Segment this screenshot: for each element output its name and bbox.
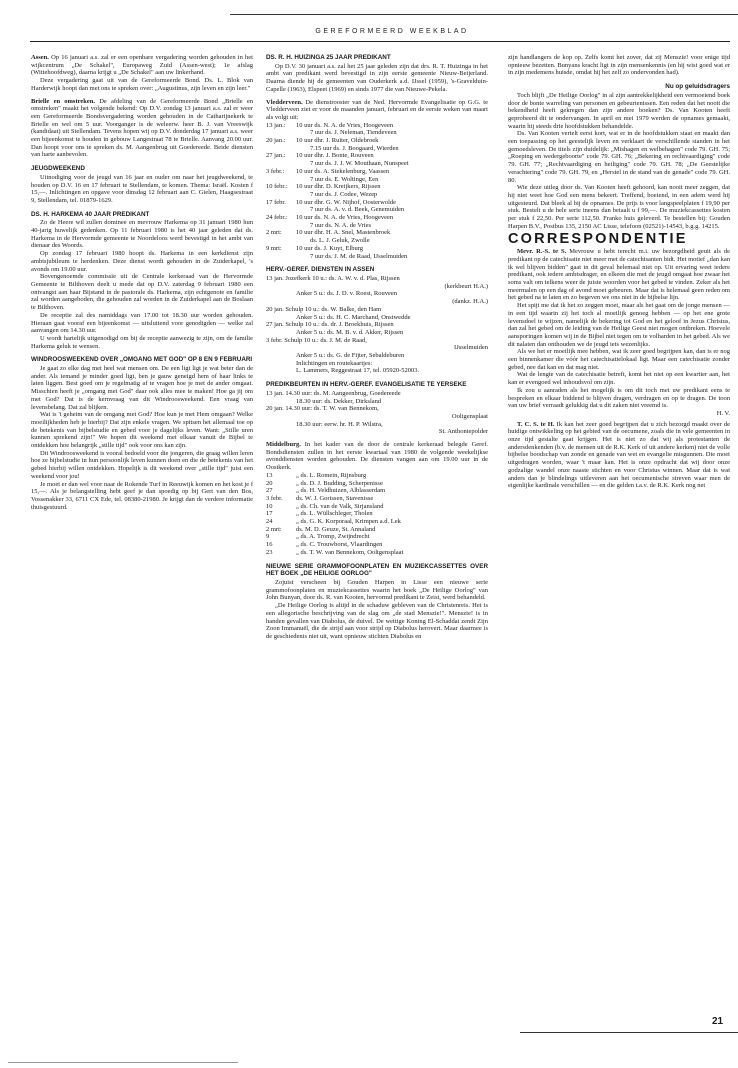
letter-tcs: T. C. S. te H. Ik kan het zeer goed begrijpen dat u zich bezorgd maakt over de huidige ontwikkeling op het gebied van de oecumene, zoals die in vele gemeenten in onze tijd gestalte gaat krijgen. Het is niet zo dat wij als protestanten de andersdenkenden (b.v. de mensen uit de R.K. Kerk of uit andere kerken) niet de volle bijbelse boodschap van zonde en genade van wet en evangelie misgunnen. Die moet uitgedragen worden, waar 't maar kan. Het is onze opdracht dat wij door onze godzalige wandel onze naaste stichten en voor Christus winnen. Maar dat is wat anders dan je blindelings uitleveren aan het oecumenische streven waar men de eigenlijke kardinale verschillen — en die gelden t.a.v. de R.K. Kerk nog net	[508, 420, 730, 490]
schedule-row	[266, 253, 488, 261]
schedule-row	[266, 503, 488, 511]
schedule-row	[266, 176, 488, 184]
paragraph: Wat is 't geheim van de omgang met God? Hoe kun je met Hem omgaan? Welke moeilijkheden heb je hierbij? Dat zijn enkele vragen. We spitsen het allemaal toe op de betekenis van bijbelstudie en gebed voor je dagelijks leven. Want: „Stille uren kunnen sprekend zijn!" We hopen dit weekend met elkaar vanuit de Bijbel te ontdekken hoe belangrijk „stille tijd" ook voor ons kan zijn.	[31, 411, 253, 450]
schedule-date: 13	[266, 471, 273, 479]
masthead: GEREFORMEERD WEEKBLAD	[315, 28, 469, 35]
bottom-rule	[520, 1032, 738, 1033]
paragraph: Je gaat zo elke dag met heel wat mensen om. De een ligt ligt je wat beter dan de ander. Als iemand je minder goed ligt, ben je gauw geneigd hem of haar links te laten liggen. Best goed om je regelmatig af te vragen hoe je met de ander omgaat. Misschien heeft je „omgang met God" daar ook alles mee te maken! Hoe ga jij om met God? Dat is de kernvraag van dit Windroosweekend. Een vraag van levensbelang. Dat zal blijken.	[31, 365, 253, 411]
heading-grammofoon: NIEUWE SERIE GRAMMOFOONPLATEN EN MUZIEKCASSETTES OVER HET BOEK „DE HEILIGE OORLOG"	[266, 562, 488, 578]
heading-jeugdweekend: JEUGDWEEKEND	[31, 165, 85, 173]
paragraph: Zo de Heere wil zullen dominee en mevrouw Harkema op 31 januari 1980 hun 40-jarig huwelijk gedenken. Op 11 februari 1980 is het 40 jaar geleden dat ds. Harkema in de Hervormde gemeente te Noordeloos werd bevestigd in het ambt van dienaar des Woords.	[31, 219, 253, 250]
column-2	[266, 54, 488, 641]
schedule-row	[266, 229, 488, 237]
paragraph: zijn handlangers de kop op. Zelfs komt het zover, dat zij Menszie! voor enige tijd opnieuw bezetten. Bunyans kracht ligt in zijn mensenkennis (en hij wist goed wat er in zijn medemens huisde, omdat hij het zelf zo ondervonden had).	[508, 54, 730, 77]
schedule-text: 7 uur ds. E. Woltinge, Een	[310, 175, 379, 183]
schedule-line: 3 febr. Schulp 10 u.: ds. J. M. de Raad,	[266, 336, 367, 344]
schedule-text: „ ds. T. W. van Bennekom, Ooltgensplaat	[296, 548, 404, 556]
schedule-text: 10 uur dhr. J. Ruiter, Oldebroek	[296, 137, 379, 145]
paragraph: Als we het er moeilijk mee hebben, wat ik zeer goed begrijpen kan, dan is er nog een binnenkamer die vóór het catechisatielokaal ligt. Maar een catechisatie zonder gebed, nee dat kan en dat mag niet.	[508, 348, 730, 371]
schedule-text: 7 uur ds. J. J. W. Mouthaan, Nunspeet	[310, 160, 409, 168]
schedule-line: Inlichtingen en routekaartjes:	[296, 359, 373, 367]
heading-geluidsdragers: Nu op geluidsdragers	[665, 83, 730, 91]
schedule-text: 10 uur dhr. J. Bonte, Rouveen	[296, 152, 374, 160]
schedule-line: (dankz. H.A.)	[452, 298, 488, 306]
schedule-text: „ ds. G. K. Korporaal, Krimpen a.d. Lek	[296, 518, 401, 526]
schedule-row	[266, 206, 488, 214]
schedule-date: 27 jan.:	[266, 152, 286, 160]
paragraph: Ik zou u aanraden als het mogelijk is om dit toch met uw predikant eens te bespreken en elkaar biddend te blijven dragen, verdragen en op te dragen. De toon van uw brief verraadt gelukkig dat u dit zaken niet vreemd is.	[508, 386, 730, 410]
schedule-date	[266, 176, 296, 184]
schedule-text: 10 uur dhr. G. W. Nijhof, Oosterwolde	[296, 198, 397, 206]
schedule-date: 13 jan.:	[266, 121, 286, 129]
paragraph: U wordt hartelijk uitgenodigd om bij de receptie aanwezig te zijn, om de familie Harkema geluk te wensen.	[31, 334, 253, 350]
schedule-row	[266, 480, 488, 488]
schedule-text: 7 uur ds. J. M. de Raad, IJsselmuiden	[310, 252, 408, 260]
schedule-date: 16	[266, 541, 273, 549]
top-rule	[230, 14, 738, 15]
schedule-row	[266, 533, 488, 541]
schedule-line: Anker 5 u.: ds. G. de Fijter, Sebaldeburen	[296, 352, 405, 360]
schedule-date	[266, 206, 296, 214]
schedule-line: Anker 5 u.: ds. J. D. v. Roest, Rouveen	[296, 290, 398, 298]
schedule-row	[266, 518, 488, 526]
schedule-date: 3 febr.:	[266, 167, 285, 175]
schedule-line: 18.30 uur: eerw. hr. H. P. Wilstra,	[296, 420, 383, 428]
schedule-date: 17 febr.	[266, 198, 286, 206]
schedule-date: 10	[266, 502, 273, 510]
paragraph: Bovengenoemde commissie uit de Centrale kerkeraad van de Hervormde Gemeente te Bilthoven deelt u mede dat op D.V. zaterdag 9 februari 1980 een ontvangst aan haar Bijstand in de pastorale ds. Harkema, zijn echtgenote en familie zal worden aangeboden, die gehouden zal worden in de Zuiderkapel aan de Boslaan te Bilthoven.	[31, 273, 253, 312]
schedule-line: 13 jan. Jozefkerk 10 u.: ds. A. W. v. d. Plas, Rijssen	[266, 274, 400, 282]
schedule-date: 23	[266, 548, 273, 556]
paragraph: Uitnodiging voor de jeugd van 16 jaar en ouder om naar het jeugdweekend, te houden op D.V. 16 en 17 februari te Stellendam, te komen. Thema: Israël. Kosten f 15,—. Inlichtingen en opgave voor dinsdag 12 februari aan C. Gielen, Haagsestraat 9, Stellendam, tel. 01879-1629.	[31, 173, 253, 204]
schedule-text: „ ds. A. Tromp, Zwijndrecht	[296, 533, 370, 541]
schedule-row	[266, 122, 488, 130]
schedule-date: 9 mrt:	[266, 244, 282, 252]
schedule-text: 7 uur ds. N. A. de Vries	[310, 221, 372, 229]
paragraph: De receptie zal des namiddags van 17.00 tot 18.30 uur worden gehouden. Hieraan gaat vooraf een bijeenkomst — uitsluitend voor genodigden — welke zal aanvangen om 14.30 uur.	[31, 311, 253, 335]
paragraph: Op zondag 17 februari 1980 hoopt ds. Harkema in een kerkdienst zijn ambtsjubileum te herdenken. Deze dienst wordt gehouden in de Zuiderkapel, 's avonds om 19.00 uur.	[31, 250, 253, 273]
schedule-row	[266, 549, 488, 557]
schedule-row	[266, 129, 488, 137]
schedule-text: 10 uur ds. N. A. de Vries, Hoogeveen	[296, 121, 394, 129]
schedule-row	[266, 199, 488, 207]
schedule-line: (kerkbeurt H.A.)	[444, 282, 488, 290]
schedule-text: 7 uur ds. J. Codee, Wezep	[310, 190, 378, 198]
schedule-text: „ ds. L. Romein, Rijnsburg	[296, 471, 367, 479]
schedule-date	[266, 237, 296, 245]
schedule-text: „ ds. C. Trouwborst, Vlaardingen	[296, 541, 383, 549]
scan-edge-rule	[8, 1062, 238, 1063]
schedule-row	[266, 472, 488, 480]
schedule-text: „ ds. D. J. Budding, Scherpenisse	[296, 479, 383, 487]
schedule-date	[266, 160, 296, 168]
schedule-text: 10 uur ds. A. Stekelenburg, Vaassen	[296, 167, 390, 175]
paragraph: Je moet er dan wel voor naar de Rokende Turf in Reeuwijk komen en het kost je f 15,—. Als je belangstelling hebt geef je dan spoedig op bij Gert van den Bos, Vossenakker 33, 6711 CX Ede, tel. 08380-21980. Je krijgt dan de verdere informatie thuisgestuurd.	[31, 480, 253, 511]
schedule-line: 18.30 uur: ds. Dekker, Dirksland	[296, 397, 382, 405]
schedule-line: 20 jan. Schulp 10 u.: ds. W. Balke, den Ham	[266, 305, 382, 313]
schedule-text: 10 uur ds. J. Kuyt, Elburg	[296, 244, 364, 252]
schedule-line: Ooltgensplaat	[451, 412, 488, 420]
schedule-row	[266, 183, 488, 191]
schedule-text: ds. L. J. Geluk, Zwolle	[310, 237, 370, 245]
header-rule	[30, 41, 730, 42]
column-3	[508, 54, 730, 490]
schedule-date	[266, 191, 296, 199]
schedule-row	[266, 245, 488, 253]
paragraph: Zojuist verscheen bij Gouden Harpen in Lisse een nieuwe serie grammofoonplaten en muziekcassettes waarin het boek „De Heilige Oorlog" van John Bunyan, door ds. R. van Kooten, hervormd predikant te Zeist, werd behandeld.	[266, 579, 488, 602]
schedule-date: 24	[266, 518, 273, 526]
schedule-line: 13 jan. 14.30 uur: ds. M. Aangeenbrug, Goedereede	[266, 389, 401, 397]
schedule-date: 20	[266, 479, 273, 487]
schedule-text: „ ds. L. Wüllschleger, Tholen	[296, 510, 373, 518]
schedule-date	[266, 129, 296, 137]
schedule-row	[266, 152, 488, 160]
letter-mevr: Mevr. R.-S. te S. Mevrouw u hebt terecht m.i. uw bezorgdheid geuit als de predikant op de catechisatie niet meer met de catechisanten bidt. Het motief „dan kan ik wel blijven bidden" gaat in dit geval helemaal niet op. Uit ervaring weet iedere predikant, ook iedere ambtsdrager, en elkeen die met de jeugd omgaat hoe zwaar het soms valt om telkens weer de juiste woorden voor het gebed te vinden. Zeker als het meermalen op een dag of avond moet gebeuren. Maar dat is helemaal geen reden om het gebed na te laten en zo begeven we ons niet in de bijbelse lijn.	[508, 248, 731, 302]
schedule-row	[266, 487, 488, 495]
paragraph: Op D.V. 30 januari a.s. zal het 25 jaar geleden zijn dat drs. R. T. Huizinga in het ambt van predikant werd bevestigd in zijn eerste gemeente Nieuw-Beijerland. Daarna diende hij de gemeenten van Ouderkerk a.d. IJssel (1959), 's-Gravelduin-Capelle (1963), Elspeet (1969) en sinds 1977 die van Nieuwe-Pekela.	[266, 62, 488, 93]
paragraph: Wat de lengte van de catechisatie betreft, komt het niet op een kwartier aan, het kan er evengoed wel inhoudsvol om zijn.	[508, 371, 730, 387]
schedule-date	[266, 222, 296, 230]
schedule-row	[266, 526, 488, 534]
schedule-date	[266, 253, 296, 261]
schedule-date: 3 febr.	[266, 494, 283, 502]
schedule-line: IJsselmuiden	[454, 344, 488, 352]
heading-correspondentie: CORRESPONDENTIE	[508, 231, 688, 248]
article-brielle: Brielle en omstreken. De afdeling van de Gereformeerde Bond „Brielle en omstreken" maakt het volgende bekend: Op D.V. zondag 13 januari a.s. zal er weer een Gereformeerde Bondsvergadering worden gehouden in de Catharijnekerk te Brielle en wel om 5 uur. Voorganger is de weleerw. heer B. J. van Vreeswijk (kandidaat) uit Stellendam. Tevens hopen wij op D.V. donderdag 17 januari a.s. weer een bijeenkomst te houden in gebouw Langestraat 78 te Brielle. Aanvang 20.00 uur. Dan hoopt voor ons te spreken ds. M. Aangenbrug uit Goedereede. Beide diensten van harte aanbevolen.	[31, 97, 253, 159]
schedule-text: 10 uur ds. N. A. de Vries, Hoogeveen	[296, 214, 394, 222]
schedule-text: „ ds. Ch. van de Valk, Sirjansland	[296, 502, 384, 510]
schedule-text: 10 uur dhr. D. Kreijkers, Rijssen	[296, 183, 381, 191]
paragraph: Toch blijft „De Heilige Oorlog" in al zijn aantrekkelijkheid een vermoeiend boek door de bonte warreling van personen en gebeurtenissen. Een reden dat het nooit die bekendheid heeft gekregen dan zijn andere boeken? Ds. Van Kooten heeft geprobeerd dit te ondervangen. In april en mei 1979 werden de opnames gemaakt, waarin hij steeds drie hoofdstukken behandelde.	[508, 91, 730, 130]
schedule-date: 10 febr.:	[266, 183, 288, 191]
schedule-text: 7 uur ds. A. v. d. Beek, Genemuiden	[310, 206, 405, 214]
schedule-date: 2 mrt:	[266, 525, 282, 533]
schedule-text: „ ds. H. Veldhuizen, Alblasserdam	[296, 487, 386, 495]
schedule-date: 17	[266, 510, 273, 518]
schedule-row	[266, 137, 488, 145]
schedule-row	[266, 191, 488, 199]
paragraph: Het spijt me dat ik het zo zeggen moet, maar als het gaat om de jonge mensen — in een tijd waarin zij het toch al moeilijk genoeg hebben — op het ene grote levensdoel te wijzen, namelijk de bekering tot God en het geloof in Jezus Christus, dan zal het gebed om de leiding van de Heilige Geest niet mogen ontbreken. Hoevele aansporingen komen wij in de Bijbel niet tegen om te volharden in het gebed. Als we dit nalaten dan onthouden we de jeugd iets wezenlijks.	[508, 302, 730, 348]
column-1	[31, 54, 253, 511]
heading-huizinga: DS. R. H. HUIZINGA 25 JAAR PREDIKANT	[266, 54, 391, 61]
middelburg-schedule	[266, 472, 488, 557]
schedule-row	[266, 510, 488, 518]
schedule-date: 24 febr.:	[266, 214, 288, 222]
schedule-row	[266, 168, 488, 176]
schedule-line: 20 jan. 14.30 uur: ds. T. W. van Bennekom,	[266, 405, 379, 413]
heading-yerseke: PREDIKBEURTEN IN HERV.-GEREF. EVANGELISATIE TE YERSEKE	[266, 381, 467, 389]
signature: H. V.	[716, 409, 730, 417]
schedule-row	[266, 214, 488, 222]
schedule-date: 27	[266, 487, 273, 495]
schedule-line: St. Anthoniepolder	[438, 428, 488, 436]
paragraph: „De Heilige Oorlog is altijd in de schaduw gebleven van de Christenreis. Het is een allegorische beschrijving van de slag om „de stad Menszie!". Menszie! is in handen gevallen van Diabolus, de duivel. De wettige Koning El-Schaddai zendt Zijn Zoon Immanuël, die de strijd aan voor strijd op Diabolus herovert. Maar daarmee is de geschiedenis niet uit, want opnieuw stichten Diabolus en	[266, 602, 488, 640]
schedule-text: ds. W. J. Gorissen, Stavenisse	[296, 494, 374, 502]
heading-assen-diensten: HERV.-GEREF. DIENSTEN IN ASSEN	[266, 266, 375, 274]
schedule-date	[266, 145, 296, 153]
schedule-row	[266, 160, 488, 168]
paragraph: Ds. Van Kooten vertelt eerst kort, wat er in de hoofdstukken staat en maakt dan een toepassing op het geestelijk leven en verklaart de verschillende standen in het gemoedsleven. De titels zijn duidelijk: „Mishagen en welbehagen" code 79. GH. 75; „Roeping en wedergeboorte" code 79. GH. 76; „Bekering en rechtvaardiging" code 79. GH. 77; „Rechtvaardiging en heiliging" code 79. GH. 78; „De Geestelijke verachtering" code 79. GH. 79, en „Herstel in de stand van de genade" code 79. GH. 80.	[508, 130, 730, 184]
schedule-row	[266, 222, 488, 230]
heading-windroos: WINDROOSWEEKEND OVER „OMGANG MET GOD" OP 8 EN 9 FEBRUARI	[31, 356, 253, 364]
schedule-date: 2 mrt:	[266, 229, 282, 237]
schedule-row	[266, 237, 488, 245]
schedule-row	[266, 541, 488, 549]
schedule-date: 9	[266, 533, 270, 541]
schedule-line: Anker 5 u.: ds. H. C. Marchand, Onstwedde	[296, 313, 411, 321]
page-number: 21	[712, 1016, 724, 1027]
paragraph: Wie deze uitleg door ds. Van Kooten heeft gehoord, kan nooit meer zeggen, dat hij niet weet hoe God een mens bekeert. Treffend, boeiend, in een adem werd hij uitgesteurd. Dat bleek al bij de opnames. De prijs is voor langspeelplaten f 19,90 per stuk. Bestelt u de hele serie ineens dan betaalt u f 99,—. De muziekcassettes kosten per stuk f 22,50. Per serie 112,50. Franko huis geleverd. Te bestellen bij: Gouden Harpen B.V., Postbus 135, 2150 AC Lisse, telefoon (02521)-14543, b.g.g. 14215.	[508, 184, 730, 230]
schedule-line: L. Lammers, Reggestraat 17, tel. 05920-52003.	[296, 367, 420, 375]
heading-harkema: DS. H. HARKEMA 40 JAAR PREDIKANT	[31, 210, 150, 218]
schedule-text: 7 uur ds. J. Neleman, Tiendeveen	[310, 129, 397, 137]
schedule-text: 10 uur dhr. H. A. Snel, Mastenbroek	[296, 229, 391, 237]
schedule-line: Anker 5 u.: ds. M. B. v. d. Akker, Rijssen	[296, 328, 404, 336]
article-middelburg: Middelburg. In het kader van de door de centrale kerkeraad belegde Geref. Bondsdiensten zullen in het eerste kwartaal van 1980 de volgende weekelijkse avonddiensten worden gehouden. De diensten vangen aan om 19.00 uur in de Oostkerk.	[266, 441, 488, 472]
schedule-text: 7.15 uur ds. J. Boogaard, Wierden	[310, 144, 399, 152]
schedule-line: 27 jan. Schulp 10 u.: ds. dr. J. Broekhuis, Rijssen	[266, 321, 394, 329]
article-assen: Assen. Op 16 januari a.s. zal er een openbare vergadering worden gehouden in het wijkcentrum „De Schakel", Europaweg Zuid (Assen-west); 1e afslag (Wittehoofdweg), daarna krijgt u „De Schakel" aan uw linkerhand.	[31, 54, 253, 77]
paragraph: Deze vergadering gaat uit van de Gereformeerde Bond. Ds. L. Blok van Harderwijk hoopt dan met ons te spreken over: „Augustinus, zijn leven en zijn leer."	[31, 77, 253, 92]
vledderveen-schedule	[266, 122, 488, 261]
schedule-row	[266, 495, 488, 503]
schedule-row	[266, 145, 488, 153]
schedule-text: ds. M. D. Geuze, St. Annaland	[296, 525, 376, 533]
paragraph: Dit Windroosweekend is vooral bedoeld voor die jongeren, die graag willen leren hoe ze bijbelstudie in hun persoonlijk leven kunnen doen en die de betekenis van het gebed hierbij willen ontdekken. Hopelijk is dit weekend over „stille tijd" juist een weekend voor jou!	[31, 449, 253, 480]
schedule-date: 20 jan.:	[266, 137, 286, 145]
article-vledderveen: Vledderveen. De dienstrooster van de Ned. Hervormde Evangelisatie op G.G. te Vledderveen ziet er voor de maanden januari, februari en de eerste weken van maart als volgt uit:	[266, 98, 488, 121]
